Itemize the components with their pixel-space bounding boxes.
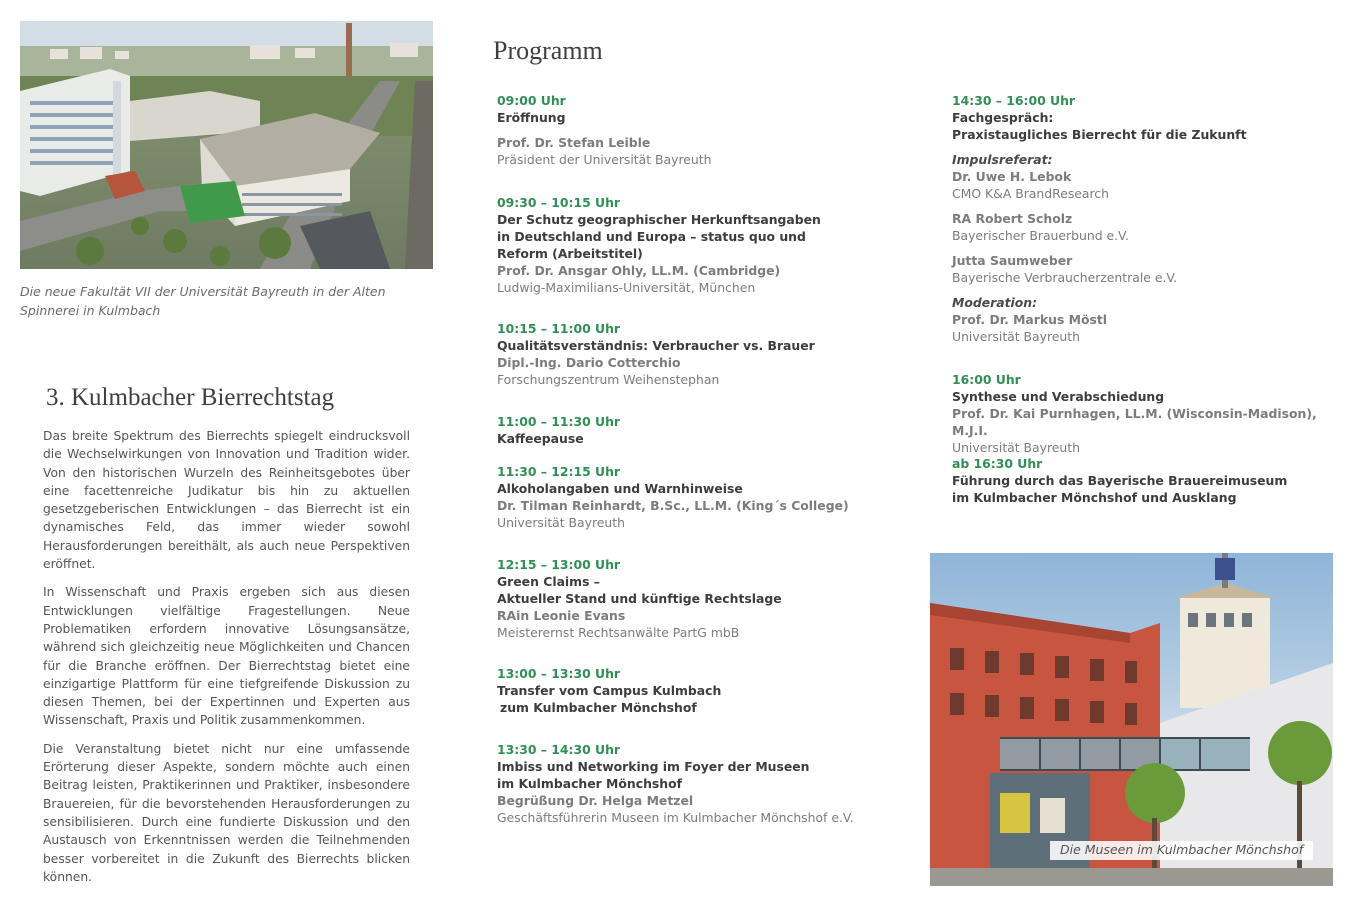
intro-paragraph-2: In Wissenschaft und Praxis ergeben sich aus diesen Entwicklungen vielfältige Fragestellungen. Neue Problematiken erfordern innovative Lösungsansätze, während sich gleichzeitig neue Möglichkeiten und Chancen für die Branche eröffnen. Der Bierrechtstag bietet eine einzigartige Plattform für eine tiefgreifende Diskussion zu diesen Themen, bei der Expertinnen und Experten aus Wissenschaft, Praxis und Politik zusammenkommen. [43, 585, 410, 728]
panel-affiliation: Bayerische Verbraucherzentrale e.V. [952, 270, 1178, 285]
intro-paragraph-1: Das breite Spektrum des Bierrechts spiegelt eindrucksvoll die Wechselwirkungen von Innovation und Tradition wider. Von den historischen Wurzeln des Reinheitsgebotes über eine facettenreiche Judikatur bis hin zu aktuellen gesetzgeberischen Entwicklungen – das Bierrecht ist ein dynamisches Feld, das immer wieder sowohl Herausforderungen bereithält, als auch neue Perspektiven eröffnet. [43, 429, 410, 572]
session-affiliation: Forschungszentrum Weihenstephan [497, 372, 720, 387]
session-title: Der Schutz geographischer Herkunftsangaben in Deutschland und Europa – status quo und Reform (Arbeitstitel) [497, 212, 821, 261]
session-title: Imbiss und Networking im Foyer der Museen im Kulmbacher Mönchshof [497, 759, 810, 791]
program-item-panel [952, 92, 1332, 345]
session-speaker: Prof. Dr. Stefan Leible [497, 135, 651, 150]
program-item-coffee [497, 413, 907, 447]
program-heading: Programm [493, 36, 603, 65]
session-speaker: Prof. Dr. Ansgar Ohly, LL.M. (Cambridge) [497, 263, 781, 278]
museum-illustration [930, 553, 1333, 886]
session-title: Synthese und Verabschiedung [952, 389, 1165, 404]
session-affiliation: Meisterernst Rechtsanwälte PartG mbB [497, 625, 740, 640]
campus-aerial-photo [20, 21, 433, 269]
session-time: 09:30 – 10:15 Uhr [497, 195, 621, 210]
event-heading: 3. Kulmbacher Bierrechtstag [46, 384, 335, 411]
program-item-transfer [497, 665, 907, 716]
moderation-label: Moderation: [952, 295, 1038, 310]
session-speaker: RAin Leonie Evans [497, 608, 626, 623]
session-time: 16:00 Uhr [952, 372, 1021, 387]
session-title: Aktueller Stand und künftige Rechtslage [497, 591, 782, 606]
session-title: Fachgespräch: [952, 110, 1054, 125]
museum-photo [930, 553, 1333, 886]
session-time: 09:00 Uhr [497, 93, 566, 108]
panel-speaker: Jutta Saumweber [952, 253, 1073, 268]
panel-speaker: Dr. Uwe H. Lebok [952, 169, 1072, 184]
program-item-museum-tour [952, 455, 1302, 506]
session-time: 11:00 – 11:30 Uhr [497, 414, 621, 429]
session-affiliation: Geschäftsführerin Museen im Kulmbacher Mönchshof e.V. [497, 810, 854, 825]
program-item-green-claims [497, 556, 907, 641]
session-title: Transfer vom Campus Kulmbach [497, 683, 722, 698]
session-speaker: Dipl.-Ing. Dario Cotterchio [497, 355, 681, 370]
session-title: Green Claims – [497, 574, 600, 589]
session-title: Praxistaugliches Bierrecht für die Zukunft [952, 127, 1247, 142]
program-item-networking [497, 741, 917, 826]
session-title: Alkoholangaben und Warnhinweise [497, 481, 743, 496]
session-title: Qualitätsverständnis: Verbraucher vs. Brauer [497, 338, 815, 353]
panel-affiliation: CMO K&A BrandResearch [952, 186, 1109, 201]
session-time: ab 16:30 Uhr [952, 456, 1043, 471]
program-item-quality [497, 320, 907, 388]
session-title: Führung durch das Bayerische Brauereimuseum im Kulmbacher Mönchshof und Ausklang [952, 473, 1288, 505]
moderator-affiliation: Universität Bayreuth [952, 329, 1080, 344]
program-item-alcohol [497, 463, 917, 531]
campus-photo-caption: Die neue Fakultät VII der Universität Bayreuth in der Alten Spinnerei in Kulmbach [20, 284, 386, 318]
intro-text [43, 427, 410, 896]
session-time: 10:15 – 11:00 Uhr [497, 321, 621, 336]
moderator-name: Prof. Dr. Markus Möstl [952, 312, 1108, 327]
program-item-geo-indications [497, 194, 837, 296]
session-speaker: Begrüßung Dr. Helga Metzel [497, 793, 694, 808]
session-affiliation: Ludwig-Maximilians-Universität, München [497, 280, 756, 295]
session-time: 13:30 – 14:30 Uhr [497, 742, 621, 757]
session-title: zum Kulmbacher Mönchshof [500, 700, 697, 715]
session-time: 11:30 – 12:15 Uhr [497, 464, 621, 479]
session-time: 14:30 – 16:00 Uhr [952, 93, 1076, 108]
session-affiliation: Universität Bayreuth [952, 440, 1080, 455]
museum-photo-caption: Die Museen im Kulmbacher Mönchshof [1050, 841, 1313, 860]
impulse-label: Impulsreferat: [952, 152, 1053, 167]
panel-affiliation: Bayerischer Brauerbund e.V. [952, 228, 1129, 243]
session-title: Kaffeepause [497, 431, 584, 446]
session-time: 13:00 – 13:30 Uhr [497, 666, 621, 681]
session-time: 12:15 – 13:00 Uhr [497, 557, 621, 572]
session-speaker: Dr. Tilman Reinhardt, B.Sc., LL.M. (King´s College) [497, 498, 849, 513]
program-item-synthesis [952, 371, 1342, 456]
campus-aerial-illustration [20, 21, 433, 269]
session-speaker: Prof. Dr. Kai Purnhagen, LL.M. (Wisconsin-Madison), M.J.I. [952, 406, 1317, 438]
intro-paragraph-3: Die Veranstaltung bietet nicht nur eine umfassende Erörterung dieser Aspekte, sondern möchte auch einen Beitrag leisten, Praktikerinnen und Praktiker, insbesondere Brauereien, für die bevorstehenden Herausforderungen zu sensibilisieren. Durch eine fundierte Diskussion und den Austausch von Erkenntnissen werden die Teilnehmenden besser vorbereitet in die Zukunft des Bierrechts blicken können. [43, 741, 410, 884]
program-item-opening [497, 92, 907, 168]
session-affiliation: Universität Bayreuth [497, 515, 625, 530]
session-title: Eröffnung [497, 110, 566, 125]
session-affiliation: Präsident der Universität Bayreuth [497, 152, 712, 167]
panel-speaker: RA Robert Scholz [952, 211, 1073, 226]
